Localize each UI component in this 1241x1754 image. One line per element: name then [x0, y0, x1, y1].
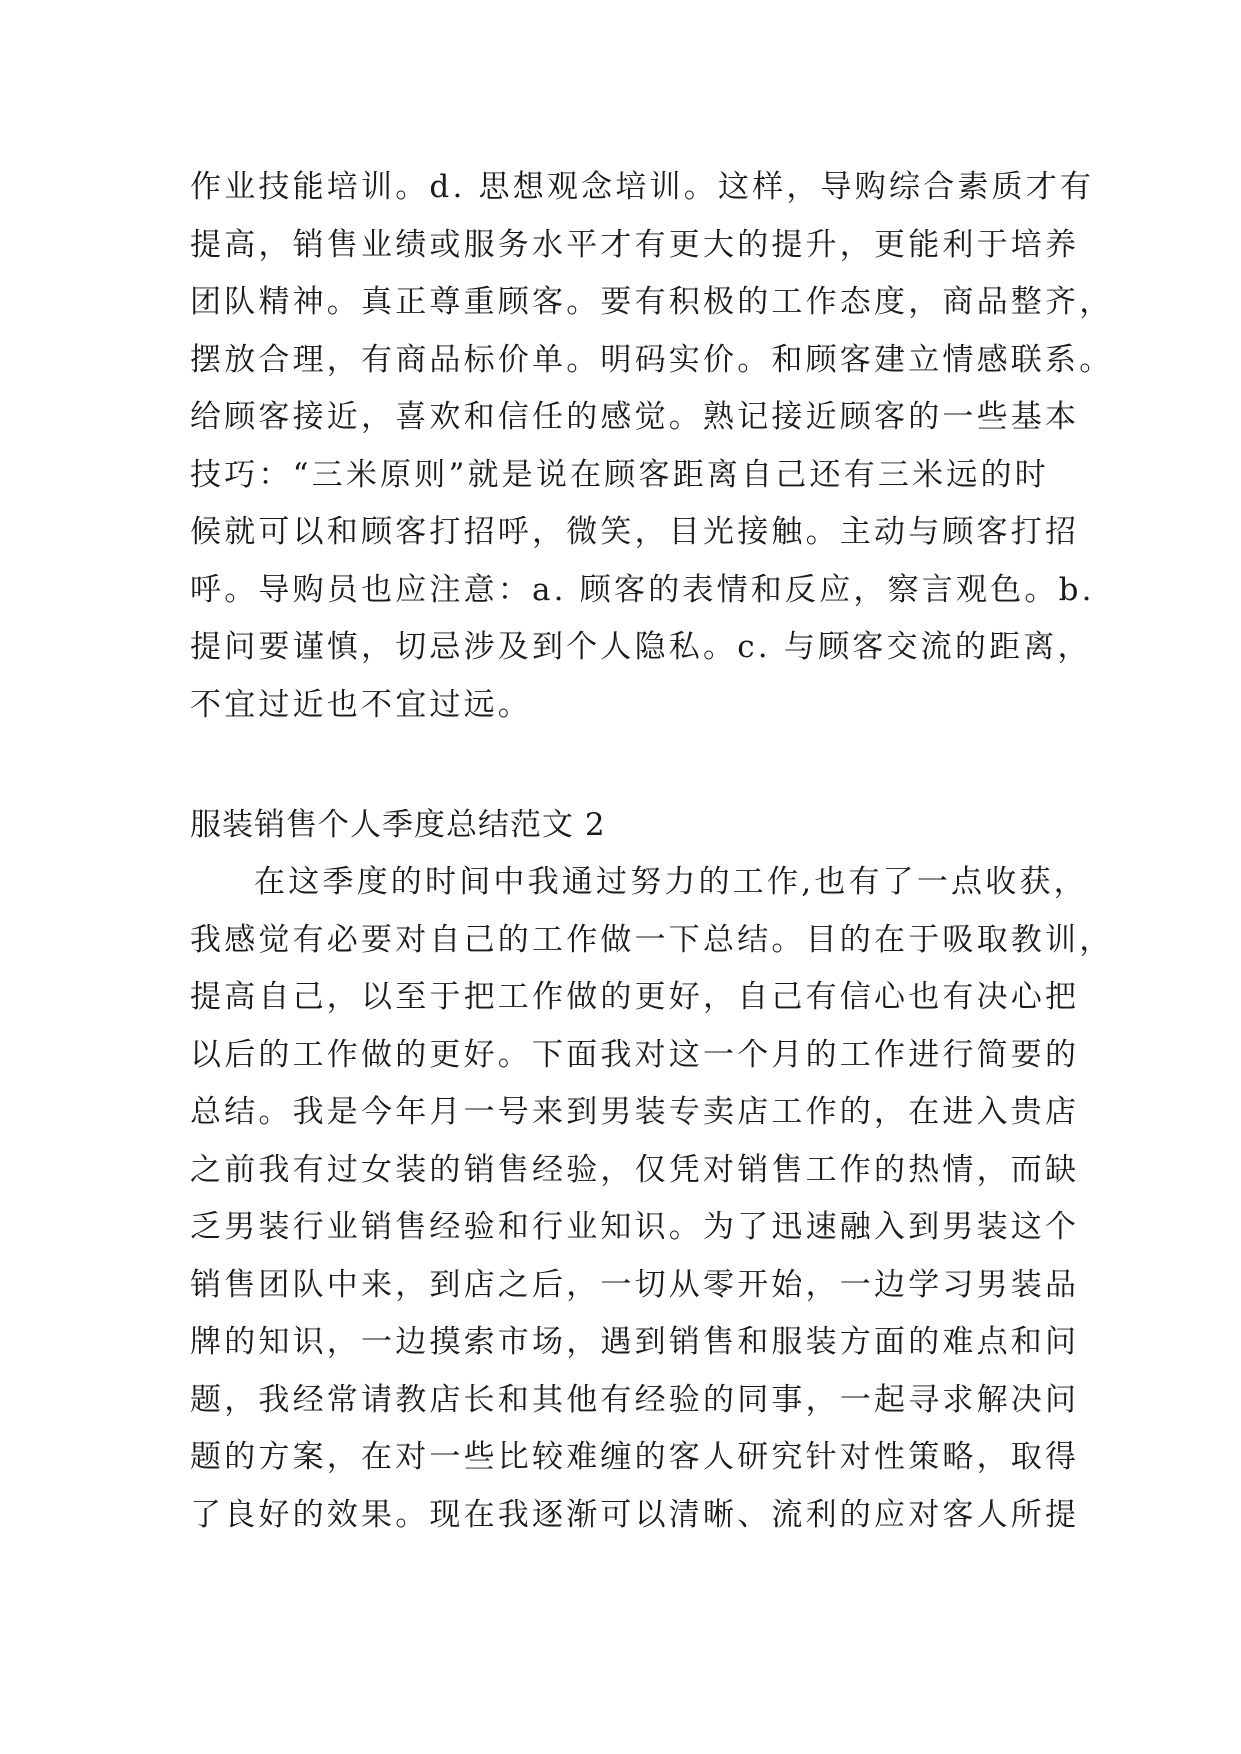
- text-line: 给顾客接近，喜欢和信任的感觉。熟记接近顾客的一些基本: [190, 399, 1080, 435]
- text-line: 总结。我是今年月一号来到男装专卖店工作的，在进入贵店: [190, 1094, 1080, 1130]
- text-line: 乏男装行业销售经验和行业知识。为了迅速融入到男装这个: [190, 1209, 1080, 1245]
- text-line-indented: 在这季度的时间中我通过努力的工作,也有了一点收获，: [254, 864, 1088, 900]
- text-line: 牌的知识，一边摸索市场，遇到销售和服装方面的难点和问: [190, 1324, 1080, 1360]
- text-line: 摆放合理，有商品标价单。明码实价。和顾客建立情感联系。: [190, 341, 1114, 378]
- text-line: 提高自己，以至于把工作做的更好，自己有信心也有决心把: [190, 979, 1080, 1015]
- text-line: 作业技能培训。d. 思想观念培训。这样，导购综合素质才有: [190, 169, 1095, 205]
- section-heading: 服装销售个人季度总结范文 2: [190, 807, 606, 843]
- text-line: 以后的工作做的更好。下面我对这一个月的工作进行简要的: [190, 1036, 1080, 1073]
- text-line: 提高，销售业绩或服务水平才有更大的提升，更能利于培养: [190, 226, 1080, 263]
- text-line: 候就可以和顾客打招呼，微笑，目光接触。主动与顾客打招: [190, 514, 1080, 550]
- text-line: 之前我有过女装的销售经验，仅凭对销售工作的热情，而缺: [190, 1151, 1080, 1188]
- text-line: 题，我经常请教店长和其他有经验的同事，一起寻求解决问: [190, 1381, 1080, 1418]
- text-line: 不宜过近也不宜过远。: [190, 686, 532, 723]
- text-line: 我感觉有必要对自己的工作做一下总结。目的在于吸取教训，: [190, 921, 1114, 958]
- paragraph-training-and-customer-approach: [190, 159, 1114, 734]
- text-line: 提问要谨慎，切忌涉及到个人隐私。c. 与顾客交流的距离，: [190, 629, 1092, 665]
- paragraph-quarterly-summary: [190, 854, 1114, 1544]
- text-line: 呼。导购员也应注意：a. 顾客的表情和反应，察言观色。b.: [190, 571, 1095, 608]
- text-line: 了良好的效果。现在我逐渐可以清晰、流利的应对客人所提: [190, 1496, 1080, 1533]
- text-line: 团队精神。真正尊重顾客。要有积极的工作态度，商品整齐，: [190, 284, 1114, 320]
- text-line: 技巧：“三米原则”就是说在顾客距离自己还有三米远的时: [190, 456, 1049, 493]
- text-line: 销售团队中来，到店之后，一切从零开始，一边学习男装品: [190, 1266, 1080, 1303]
- text-line: 题的方案，在对一些比较难缠的客人研究针对性策略，取得: [190, 1439, 1080, 1475]
